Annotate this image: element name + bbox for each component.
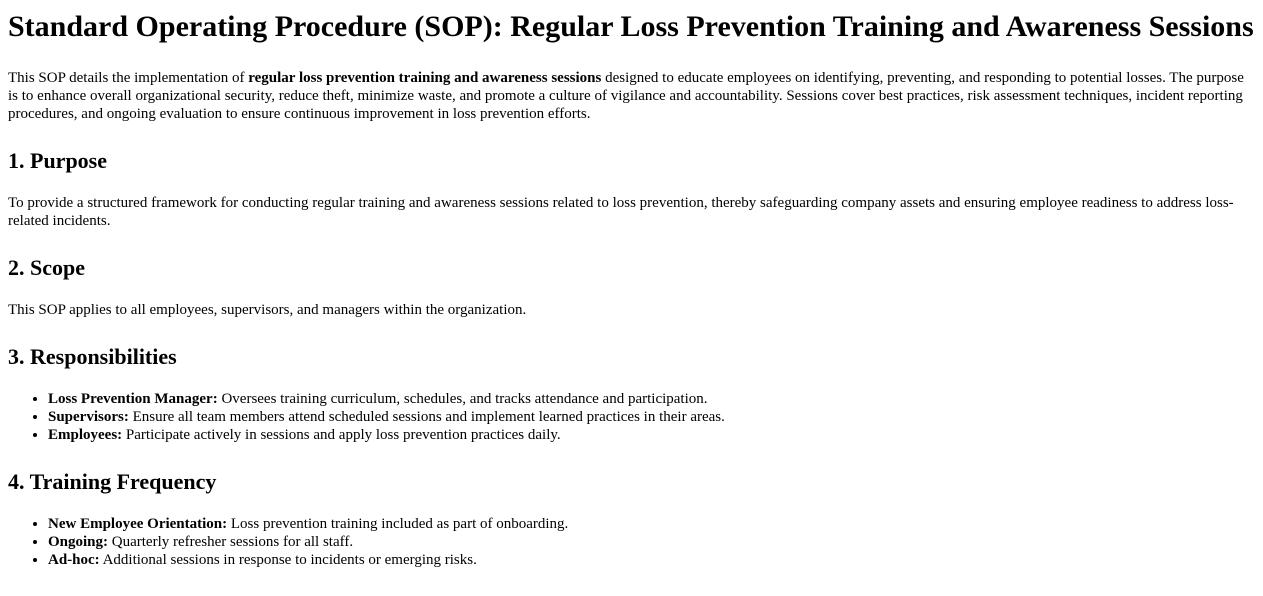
list-item-text: Quarterly refresher sessions for all staff. <box>108 534 354 550</box>
list-item-term: Ongoing: <box>48 534 109 550</box>
list-item <box>48 515 1255 533</box>
section-heading-responsibilities: 3. Responsibilities <box>8 344 177 369</box>
list-item <box>48 426 1255 444</box>
intro-text-start: This SOP details the implementation of <box>8 70 249 86</box>
list-item-text: Oversees training curriculum, schedules, and tracks attendance and participation. <box>217 391 708 407</box>
list-item <box>48 390 1255 408</box>
list-item <box>48 533 1255 551</box>
list-item <box>48 408 1255 426</box>
purpose-paragraph: To provide a structured framework for conducting regular training and awareness sessions related to loss prevention, thereby safeguarding company assets and ensuring employee readiness to address loss-related incidents. <box>8 195 1234 229</box>
list-item-term: Employees: <box>48 427 123 443</box>
list-item-term: Supervisors: <box>48 409 129 425</box>
page-title: Standard Operating Procedure (SOP): Regular Loss Prevention Training and Awareness Sessions <box>8 10 1254 43</box>
document-body <box>0 8 1263 569</box>
intro-paragraph <box>8 69 1255 123</box>
intro-text-end: designed to educate employees on identifying, preventing, and responding to potential losses. The purpose is to enhance overall organizational security, reduce theft, minimize waste, and promote a culture of vigilance and accountability. Sessions cover best practices, risk assessment techniques, incident reporting procedures, and ongoing evaluation to ensure continuous improvement in loss prevention efforts. <box>8 70 1244 122</box>
list-item-text: Ensure all team members attend scheduled sessions and implement learned practices in their areas. <box>128 409 725 425</box>
scope-paragraph: This SOP applies to all employees, supervisors, and managers within the organization. <box>8 302 527 318</box>
intro-bold-phrase: regular loss prevention training and awareness sessions <box>248 70 602 86</box>
list-item-term: New Employee Orientation: <box>48 516 228 532</box>
list-item-text: Additional sessions in response to incidents or emerging risks. <box>99 552 477 568</box>
list-item-text: Loss prevention training included as part of onboarding. <box>227 516 569 532</box>
section-heading-training-frequency: 4. Training Frequency <box>8 469 217 494</box>
list-item <box>48 551 1255 569</box>
section-heading-purpose: 1. Purpose <box>8 148 107 173</box>
list-item-term: Loss Prevention Manager: <box>48 391 218 407</box>
training-frequency-list <box>8 515 1255 569</box>
list-item-text: Participate actively in sessions and apply loss prevention practices daily. <box>122 427 561 443</box>
list-item-term: Ad-hoc: <box>48 552 100 568</box>
section-heading-scope: 2. Scope <box>8 255 85 280</box>
responsibilities-list <box>8 390 1255 444</box>
